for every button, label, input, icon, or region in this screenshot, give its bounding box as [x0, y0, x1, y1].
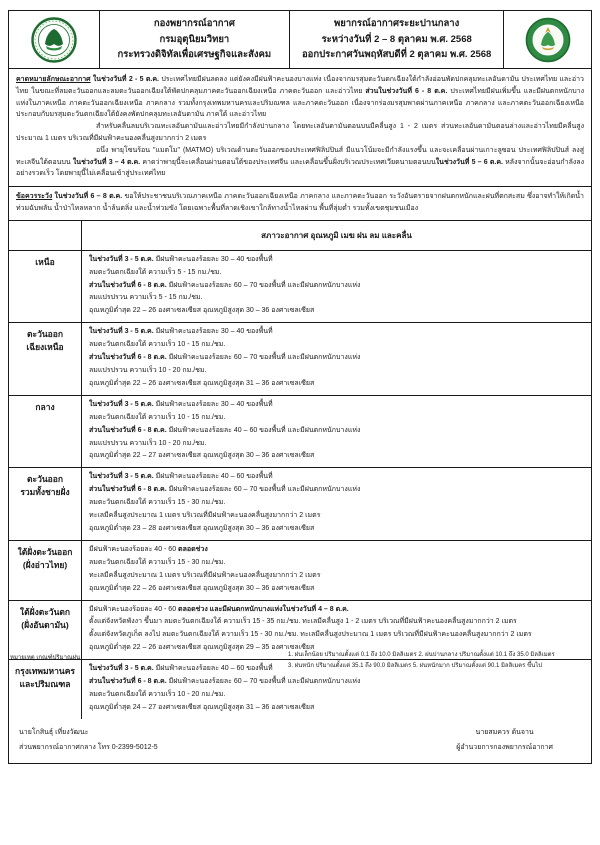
text-segment: ลมแปรปรวน ความเร็ว 5 - 15 กม./ชม. [89, 294, 203, 302]
region-name-cell [9, 396, 82, 468]
text-segment: ในช่วงวันที่ 3 - 5 ต.ค. [89, 328, 154, 336]
text-segment: ในช่วงวันที่ 3 – 4 ต.ค. [72, 158, 141, 166]
forecast-detail-line [89, 544, 584, 557]
text-segment: มีฝนฟ้าคะนองร้อยละ 60 – 70 ของพื้นที่ และมีฝนตกหนักบางแห่ง [166, 281, 361, 289]
text-segment: ส่วนในช่วงวันที่ 6 - 8 ต.ค. [89, 354, 167, 362]
org-name-line2: กรมอุตุนิยมวิทยา [159, 33, 230, 45]
forecast-detail-line [89, 267, 584, 280]
region-name: ใต้ฝั่งตะวันตก [19, 606, 71, 617]
region-forecast-cell [82, 396, 591, 468]
text-segment: ลมตะวันตกเฉียงใต้ ความเร็ว 10 - 15 กม./ชม. [89, 413, 226, 421]
text-segment: มีฝนฟ้าคะนองร้อยละ 60 – 70 ของพื้นที่ และมีฝนตกหนักบางแห่ง [166, 678, 361, 686]
text-segment: ส่วนในช่วงวันที่ 6 - 8 ต.ค. [89, 281, 167, 289]
region-name: รวมทั้งชายฝั่ง [20, 487, 70, 498]
text-segment: ส่วนในช่วงวันที่ 6 - 8 ต.ค. [89, 426, 167, 434]
text-segment: ลมตะวันตกเฉียงใต้ ความเร็ว 15 - 30 กม./ชม. [89, 558, 226, 566]
org-title-block [99, 11, 290, 68]
issue-date: ออกประกาศวันพฤหัสบดีที่ 2 ตุลาคม พ.ศ. 2568 [301, 49, 492, 61]
region-name: (ฝั่งอันดามัน) [21, 619, 69, 630]
table-row [9, 323, 591, 396]
text-segment: มีฝนฟ้าคะนองร้อยละ 40 – 60 ของพื้นที่ และมีฝนตกหนักบางแห่ง [166, 426, 361, 434]
signature-row [9, 719, 591, 763]
text-segment: ลมแปรปรวน ความเร็ว 10 - 20 กม./ชม. [89, 439, 207, 447]
region-name: เฉียงเหนือ [26, 342, 64, 353]
text-segment: ทะเลมีคลื่นสูงประมาณ 1 เมตร บริเวณที่มีฝนฟ้าคะนองคลื่นสูงมากกว่า 2 เมตร [89, 571, 321, 579]
text-segment: หลังจากนั้นจะอ่อนกำลังลงอย่างรวดเร็ว โดยพายุนี้ไม่เคลื่อนเข้าสู่ประเทศไทย [16, 158, 584, 178]
forecast-detail-line [89, 557, 584, 570]
text-segment: ทะเลมีคลื่นสูงประมาณ 1 เมตร บริเวณที่มีฝนฟ้าคะนองคลื่นสูงมากกว่า 2 เมตร [89, 512, 321, 520]
region-name-cell [9, 541, 82, 600]
forecaster-signature-block [19, 725, 158, 755]
text-segment: ในช่วงวันที่ 3 - 5 ต.ค. [89, 665, 154, 673]
caution-section [9, 186, 591, 220]
text-segment: มีฝนฟ้าคะนองร้อยละ 40 – 60 ของพื้นที่ [153, 473, 273, 481]
forecast-detail-line [89, 280, 584, 293]
region-forecast-cell [82, 541, 591, 600]
region-forecast-cell [82, 251, 591, 323]
director-signature-block [456, 725, 553, 755]
forecast-detail-line [89, 305, 584, 318]
text-segment: คาดว่าพายุนี้จะเคลื่อนผ่านตอนใต้ของประเทศจีน และเคลื่อนขึ้นฝั่งบริเวณประเทศเวียดนามตอนบน [140, 158, 436, 166]
forecast-detail-line [89, 629, 584, 642]
forecast-detail-line [89, 326, 584, 339]
region-name-cell [9, 601, 82, 660]
region-name-cell [9, 251, 82, 323]
forecast-detail-line [89, 702, 584, 715]
text-segment: ในช่วงวันที่ 2 - 5 ต.ค. [92, 76, 160, 83]
text-segment: ประเทศไทยมีฝนลดลง แต่ยังคงมีฝนฟ้าคะนองบางแห่ง เนื่องจากมรสุมตะวันตกเฉียงใต้กำลังอ่อนพัดปกคลุมทะเลอันดามัน ประเทศไทย และอ่าวไทย ในขณะที่ลมตะวันออกและลมตะวันออกเฉียงใต้พัดปกคลุมภาคตะวันออกเฉียงเหนือ ภาคตะวันออก และอ่าวไทย [16, 76, 584, 95]
forecast-discussion [9, 69, 591, 186]
note-line-2: 3. ฝนหนัก ปริมาณตั้งแต่ 35.1 ถึง 90.0 มิลลิเมตร 5. ฝนหนักมาก ปริมาณตั้งแต่ 90.1 มิลลิเมตร ขึ้นไป [288, 662, 543, 669]
table-row [9, 396, 591, 469]
tmd-logo-cell [9, 11, 99, 68]
director-title: ผู้อำนวยการกองพยากรณ์อากาศ [456, 743, 553, 751]
text-segment: ตลอดช่วง [178, 545, 208, 553]
issue-title-block [290, 11, 504, 68]
text-segment: สำหรับคลื่นลมบริเวณทะเลอันดามันและอ่าวไทยมีกำลังปานกลาง โดยทะเลอันดามันตอนบนมีคลื่นสูง 1 - 2 เมตร ส่วนทะเลอันดามันตอนล่างและอ่าวไทยมีคลื่นสูงประมาณ 1 เมตร บริเวณที่มีฝนฟ้าคะนองคลื่นสูงมากกว่า 2 เมตร [16, 123, 584, 142]
forecast-detail-line [89, 399, 584, 412]
forecast-detail-line [89, 497, 584, 510]
text-segment: ตลอดช่วง และมีฝนตกหนักบางแห่งในช่วงวันที่ 4 – 8 ต.ค. [178, 605, 349, 613]
forecast-detail-line [89, 365, 584, 378]
text-segment: อุณหภูมิต่ำสุด 24 – 27 องศาเซลเซียส อุณหภูมิสูงสุด 31 – 36 องศาเซลเซียส [89, 703, 315, 711]
forecast-detail-line [89, 583, 584, 596]
region-forecast-cell [82, 468, 591, 540]
text-segment: ตั้งแต่จังหวัดพังงา ขึ้นมา ลมตะวันตกเฉียงใต้ ความเร็ว 15 - 35 กม./ชม. ทะเลมีคลื่นสูง 1 - 2 เมตร บริเวณที่มีฝนฟ้าคะนองคลื่นสูงมากกว่า 2 เมตร [89, 618, 517, 626]
forecast-detail-line [89, 378, 584, 391]
table-row [9, 468, 591, 541]
notes-list [288, 650, 555, 671]
text-segment: อุณหภูมิต่ำสุด 22 – 27 องศาเซลเซียส อุณหภูมิสูงสุด 30 – 36 องศาเซลเซียส [89, 452, 315, 460]
text-segment: คาดหมายลักษณะอากาศ [16, 76, 91, 83]
table-header-title-cell [82, 221, 591, 250]
text-segment: มีฝนฟ้าคะนองร้อยละ 30 – 40 ของพื้นที่ [153, 400, 273, 408]
text-segment: ลมตะวันตกเฉียงใต้ ความเร็ว 15 - 30 กม./ชม. [89, 499, 226, 507]
forecast-detail-line [89, 471, 584, 484]
text-segment: มีฝนฟ้าคะนองร้อยละ 60 – 70 ของพื้นที่ และมีฝนตกหนักบางแห่ง [166, 486, 361, 494]
forecaster-unit-phone: ส่วนพยากรณ์อากาศกลาง โทร 0-2399-5012-5 [19, 743, 158, 751]
text-segment: อุณหภูมิต่ำสุด 23 – 28 องศาเซลเซียส อุณหภูมิสูงสุด 30 – 36 องศาเซลเซียส [89, 524, 315, 532]
forecast-paragraph [16, 74, 584, 121]
forecast-detail-line [89, 450, 584, 463]
forecast-paragraph [16, 145, 584, 180]
text-segment: มีฝนฟ้าคะนองร้อยละ 30 – 40 ของพื้นที่ [153, 328, 273, 336]
region-name-cell [9, 468, 82, 540]
text-segment: ส่วนในช่วงวันที่ 6 - 8 ต.ค. [89, 678, 167, 686]
ministry-logo-cell [504, 11, 591, 68]
table-row [9, 541, 591, 601]
region-name: (ฝั่งอ่าวไทย) [22, 559, 68, 570]
table-header-region-cell [9, 221, 82, 250]
text-segment: อนึ่ง พายุโซนร้อน "แมตโม" (MATMO) บริเวณด้านตะวันออกของประเทศฟิลิปปินส์ มีแนวโน้มจะมีกำลังแรงขึ้น และจะเคลื่อนผ่านเกาะลูซอน ประเทศฟิลิปปินส์ ลงสู่ทะเลจีนใต้ตอนบน [16, 146, 584, 166]
forecast-detail-line [89, 352, 584, 365]
forecast-detail-line [89, 412, 584, 425]
forecast-detail-line [89, 604, 584, 617]
region-name: เหนือ [35, 256, 55, 267]
region-name: กรุงเทพมหานคร [14, 666, 75, 677]
text-segment: ส่วนในช่วงวันที่ 6 - 8 ต.ค. [365, 87, 448, 95]
forecast-detail-line [89, 425, 584, 438]
text-segment: ลมแปรปรวน ความเร็ว 10 - 20 กม./ชม. [89, 367, 207, 375]
text-segment: ตั้งแต่จังหวัดภูเก็ต ลงไป ลมตะวันตกเฉียงใต้ ความเร็ว 15 - 30 กม./ชม. ทะเลมีคลื่นสูงประมาณ 1 เมตร บริเวณที่มีฝนฟ้าคะนองคลื่นสูงมากกว่า 2 เมตร [89, 631, 532, 639]
text-segment: ลมตะวันตกเฉียงใต้ ความเร็ว 10 - 20 กม./ชม. [89, 690, 226, 698]
text-segment: ในช่วงวันที่ 3 - 5 ต.ค. [89, 400, 154, 408]
forecast-detail-line [89, 689, 584, 702]
document-header [9, 11, 591, 69]
region-forecast-cell [82, 323, 591, 395]
forecast-title: พยากรณ์อากาศระยะปานกลาง [334, 17, 460, 29]
text-segment: มีฝนฟ้าคะนองร้อยละ 60 – 70 ของพื้นที่ และมีฝนตกหนักบางแห่ง [166, 354, 361, 362]
text-segment: มีฝนฟ้าคะนองร้อยละ 40 – 60 ของพื้นที่ [153, 665, 273, 673]
director-name: นายสมควร ต้นจาน [475, 728, 534, 736]
forecaster-name: นายโกสินธุ์ เที่ยงวัฒนะ [19, 728, 89, 736]
text-segment: อุณหภูมิต่ำสุด 22 – 26 องศาเซลเซียส อุณหภูมิสูงสุด 31 – 36 องศาเซลเซียส [89, 379, 315, 387]
regional-forecast-table [9, 220, 591, 719]
forecast-period: ระหว่างวันที่ 2 – 8 ตุลาคม พ.ศ. 2568 [321, 33, 472, 45]
ministry-seal-icon [525, 17, 571, 63]
forecast-detail-line [89, 523, 584, 536]
region-name: ใต้ฝั่งตะวันออก [17, 546, 73, 557]
text-segment: ในช่วงวันที่ 6 – 8 ต.ค. [54, 193, 123, 201]
table-title: สภาวะอากาศ อุณหภูมิ เมฆ ฝน ลม และคลื่น [261, 230, 412, 240]
text-segment: ลมตะวันตกเฉียงใต้ ความเร็ว 10 - 15 กม./ชม. [89, 341, 226, 349]
forecast-detail-line [89, 510, 584, 523]
org-name-line1: กองพยากรณ์อากาศ [153, 17, 235, 29]
forecast-detail-line [89, 339, 584, 352]
forecast-paragraph [16, 121, 584, 145]
text-segment: มีฝนฟ้าคะนองร้อยละ 40 - 60 [89, 605, 179, 613]
tmd-seal-icon [31, 17, 77, 63]
forecast-detail-line [89, 676, 584, 689]
forecast-detail-line [89, 254, 584, 267]
forecast-detail-line [89, 292, 584, 305]
text-segment: ส่วนในช่วงวันที่ 6 - 8 ต.ค. [89, 486, 167, 494]
caution-paragraph [16, 191, 584, 215]
text-segment: ในช่วงวันที่ 3 - 5 ต.ค. [89, 473, 154, 481]
region-name: และปริมณฑล [19, 679, 71, 690]
forecast-detail-line [89, 616, 584, 629]
table-header-row [9, 221, 591, 251]
text-segment: ในช่วงวันที่ 5 – 6 ต.ค. [435, 158, 503, 166]
note-line-1: 1. ฝนเล็กน้อย ปริมาณตั้งแต่ 0.1 ถึง 10.0 มิลลิเมตร 2. ฝนปานกลาง ปริมาณตั้งแต่ 10.1 ถึง 35.0 มิลลิเมตร [288, 652, 555, 658]
region-name-cell [9, 660, 82, 719]
text-segment: อุณหภูมิต่ำสุด 22 – 26 องศาเซลเซียส อุณหภูมิสูงสุด 30 – 36 องศาเซลเซียส [89, 307, 315, 315]
forecast-detail-line [89, 438, 584, 451]
text-segment: อุณหภูมิต่ำสุด 22 – 26 องศาเซลเซียส อุณหภูมิสูงสุด 29 – 35 องศาเซลเซียส [89, 644, 315, 652]
region-name: กลาง [35, 401, 55, 412]
text-segment: ลมตะวันตกเฉียงใต้ ความเร็ว 5 - 15 กม./ชม. [89, 268, 222, 276]
region-name: ตะวันออก [26, 329, 64, 340]
text-segment: ข้อควรระวัง [16, 193, 53, 201]
notes-label: หมายเหตุ เกณฑ์ปริมาณฝน [10, 655, 81, 661]
text-segment: ประเทศไทยมีฝนเพิ่มขึ้น และมีฝนตกหนักบางแห่งในภาคเหนือ ภาคตะวันออกเฉียงเหนือ ภาคกลาง รวมทั้งกรุงเทพมหานครและปริมณฑล และภาคตะวันออก เนื่องจากร่องมรสุมพาดผ่านภาคเหนือ ภาคกลาง และภาคตะวันออกเฉียงเหนือ ประกอบกับมรสุมตะวันตกเฉียงใต้ยังคงพัดปกคลุมทะเลอันดามัน ภาคใต้ และอ่าวไทย [16, 87, 584, 119]
forecast-detail-line [89, 570, 584, 583]
forecast-detail-line [89, 484, 584, 497]
text-segment: ขอให้ประชาชนบริเวณภาคเหนือ ภาคตะวันออกเฉียงเหนือ ภาคกลาง และภาคตะวันออก ระวังอันตรายจากฝนตกหนักและฝนที่ตกสะสม ซึ่งอาจทำให้เกิดน้ำท่วมฉับพลัน น้ำป่าไหลหลาก น้ำล้นตลิ่ง และน้ำท่วมขัง โดยเฉพาะพื้นที่ลาดเชิงเขาใกล้ทางน้ำไหลผ่าน พื้นที่ลุ่มต่ำ รวมทั้งเขตชุมชนเมือง [16, 193, 584, 212]
text-segment: มีฝนฟ้าคะนองร้อยละ 40 - 60 [89, 545, 179, 553]
region-name: ตะวันออก [26, 474, 64, 485]
table-row [9, 251, 591, 324]
text-segment: มีฝนฟ้าคะนองร้อยละ 30 – 40 ของพื้นที่ [153, 255, 273, 263]
text-segment: อุณหภูมิต่ำสุด 22 – 26 องศาเซลเซียส อุณหภูมิสูงสุด 30 – 36 องศาเซลเซียส [89, 584, 315, 592]
table-body [9, 251, 591, 719]
org-name-line3: กระทรวงดิจิทัลเพื่อเศรษฐกิจและสังคม [117, 49, 272, 61]
text-segment: ในช่วงวันที่ 3 - 5 ต.ค. [89, 255, 154, 263]
region-name-cell [9, 323, 82, 395]
